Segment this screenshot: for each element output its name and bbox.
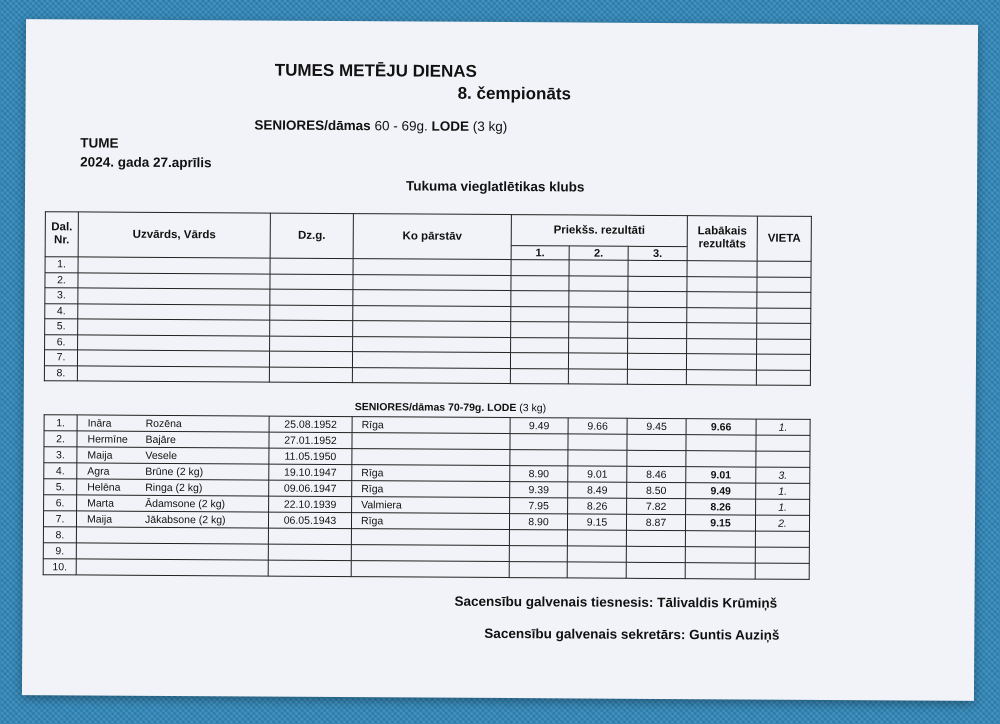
athlete-name — [77, 415, 269, 432]
section-2-title — [355, 401, 546, 414]
table-row — [43, 559, 809, 580]
placement — [756, 435, 810, 451]
attempt-2 — [567, 530, 626, 546]
athlete-first-name: Helēna — [87, 480, 121, 494]
placement: 2. — [755, 515, 809, 531]
row-number: 8. — [44, 365, 77, 381]
event-category: SENIORES/dāmas — [254, 117, 371, 134]
attempt-3: 8.50 — [627, 482, 686, 498]
attempt-2: 9.01 — [568, 466, 627, 482]
best-result: 8.26 — [686, 499, 756, 515]
header-dob: Dz.g. — [270, 213, 353, 259]
attempt-1: 8.90 — [509, 514, 567, 530]
athlete-first-name: Hermīne — [87, 432, 128, 446]
row-number: 6. — [44, 495, 77, 511]
athlete-name — [77, 463, 269, 480]
placement — [755, 547, 809, 563]
athlete-last-name: Vesele — [145, 449, 177, 462]
attempt-2: 8.26 — [568, 498, 627, 514]
attempt-3: 8.87 — [626, 514, 685, 530]
row-number: 3. — [45, 288, 78, 304]
athlete-dob — [268, 544, 351, 561]
row-number: 1. — [44, 415, 77, 431]
results-table-70-79 — [43, 414, 811, 580]
athlete-club — [352, 433, 510, 450]
athlete-dob: 09.06.1947 — [269, 480, 352, 497]
header-try-2: 2. — [569, 246, 628, 260]
event-weight: (3 kg) — [468, 118, 508, 135]
athlete-club: Valmiera — [352, 497, 510, 514]
document-title: TUMES METĒJU DIENAS — [274, 60, 477, 81]
header-nr: Dal. Nr. — [45, 212, 78, 257]
attempt-2 — [568, 434, 627, 450]
attempt-2 — [567, 546, 626, 562]
athlete-club — [351, 545, 509, 562]
header-try-1: 1. — [511, 246, 569, 260]
row-number: 2. — [45, 272, 78, 288]
best-result — [686, 451, 756, 467]
row-number: 4. — [45, 303, 78, 319]
attempt-3 — [626, 530, 685, 546]
attempt-1 — [510, 434, 568, 450]
best-result: 9.15 — [685, 515, 755, 531]
event-line — [254, 117, 507, 134]
best-result — [685, 563, 755, 579]
athlete-name — [77, 431, 269, 448]
athlete-dob — [268, 560, 351, 577]
athlete-name — [77, 495, 269, 512]
row-number: 10. — [43, 559, 76, 575]
event-place: TUME — [80, 135, 119, 151]
athlete-last-name: Rozēna — [145, 417, 182, 430]
row-number: 3. — [44, 447, 77, 463]
attempt-2: 8.49 — [568, 482, 627, 498]
header-best: Labākais rezultāts — [687, 216, 757, 261]
athlete-dob: 11.05.1950 — [269, 448, 352, 465]
attempt-3 — [626, 562, 685, 578]
attempt-3: 7.82 — [627, 498, 686, 514]
athlete-dob: 22.10.1939 — [269, 496, 352, 513]
chief-secretary: Sacensību galvenais sekretārs: Guntis Auziņš — [484, 625, 780, 643]
section-2-weight: (3 kg) — [516, 402, 547, 415]
section-2-category: SENIORES/dāmas 70-79g. LODE — [354, 401, 517, 415]
athlete-club — [351, 529, 509, 546]
athlete-dob: 06.05.1943 — [268, 512, 351, 529]
attempt-2: 9.66 — [568, 418, 627, 434]
best-result: 9.49 — [686, 483, 756, 499]
event-date: 2024. gada 27.aprīlis — [80, 154, 212, 171]
placement — [756, 451, 810, 467]
row-number: 1. — [45, 257, 78, 273]
row-number: 2. — [44, 431, 77, 447]
organizer-club: Tukuma vieglatlētikas klubs — [406, 178, 585, 195]
attempt-1: 8.90 — [510, 466, 568, 482]
row-number: 4. — [44, 463, 77, 479]
attempt-2: 9.15 — [567, 514, 626, 530]
athlete-first-name: Maija — [86, 512, 113, 526]
athlete-first-name: Ināra — [87, 416, 112, 430]
attempt-1: 7.95 — [510, 498, 568, 514]
athlete-name — [76, 527, 268, 544]
athlete-club — [351, 561, 509, 578]
placement — [755, 563, 809, 579]
athlete-dob — [268, 528, 351, 545]
athlete-name — [76, 511, 268, 528]
athlete-club — [352, 449, 510, 466]
best-result: 9.66 — [686, 419, 756, 435]
athlete-name — [77, 447, 269, 464]
event-discipline: LODE — [431, 118, 470, 134]
header-name: Uzvārds, Vārds — [78, 212, 270, 258]
placement: 1. — [756, 499, 810, 515]
attempt-1 — [509, 562, 567, 578]
athlete-name — [77, 479, 269, 496]
row-number: 5. — [45, 319, 78, 335]
attempt-3 — [626, 546, 685, 562]
header-place: VIETA — [757, 216, 811, 261]
document-subtitle: 8. čempionāts — [457, 83, 572, 104]
row-number: 6. — [45, 334, 78, 350]
placement — [755, 531, 809, 547]
athlete-last-name: Jākabsone (2 kg) — [144, 513, 226, 526]
row-number: 7. — [43, 511, 76, 527]
best-result — [685, 547, 755, 563]
table-row — [44, 365, 810, 385]
attempt-3 — [627, 434, 686, 450]
athlete-dob: 27.01.1952 — [269, 432, 352, 449]
attempt-2 — [567, 562, 626, 578]
results-table-60-69 — [44, 211, 812, 386]
header-club: Ko pārstāv — [353, 214, 511, 260]
athlete-last-name: Ringa (2 kg) — [145, 481, 203, 494]
athlete-club: Rīga — [351, 513, 509, 530]
attempt-1 — [509, 546, 567, 562]
placement: 1. — [756, 419, 810, 435]
attempt-1 — [510, 450, 568, 466]
best-result — [685, 531, 755, 547]
paper-sheet — [22, 19, 978, 701]
row-number: 8. — [43, 527, 76, 543]
attempt-3: 8.46 — [627, 466, 686, 482]
athlete-name — [76, 543, 268, 560]
row-number: 7. — [44, 350, 77, 366]
row-number: 9. — [43, 543, 76, 559]
placement: 1. — [756, 483, 810, 499]
athlete-first-name: Maija — [87, 448, 113, 462]
athlete-club: Rīga — [352, 417, 510, 434]
placement: 3. — [756, 467, 810, 483]
athlete-first-name: Agra — [87, 464, 110, 478]
header-prelim: Priekšs. rezultāti — [511, 215, 687, 247]
athlete-dob: 25.08.1952 — [269, 416, 352, 433]
athlete-dob: 19.10.1947 — [269, 464, 352, 481]
attempt-1 — [509, 530, 567, 546]
athlete-club: Rīga — [352, 465, 510, 482]
event-age: 60 - 69g. — [370, 118, 432, 134]
athlete-club: Rīga — [352, 481, 510, 498]
row-number: 5. — [44, 479, 77, 495]
athlete-last-name: Ādamsone (2 kg) — [145, 497, 226, 510]
chief-judge: Sacensību galvenais tiesnesis: Tālivaldis Krūmiņš — [454, 593, 778, 611]
attempt-2 — [568, 450, 627, 466]
athlete-name — [76, 559, 268, 576]
attempt-3 — [627, 450, 686, 466]
attempt-3: 9.45 — [627, 418, 686, 434]
header-try-3: 3. — [628, 246, 687, 260]
attempt-1: 9.39 — [510, 482, 568, 498]
best-result: 9.01 — [686, 467, 756, 483]
attempt-1: 9.49 — [510, 418, 568, 434]
athlete-first-name: Marta — [87, 496, 114, 510]
athlete-last-name: Bajāre — [145, 433, 176, 446]
best-result — [686, 435, 756, 451]
athlete-last-name: Brūne (2 kg) — [145, 465, 204, 478]
